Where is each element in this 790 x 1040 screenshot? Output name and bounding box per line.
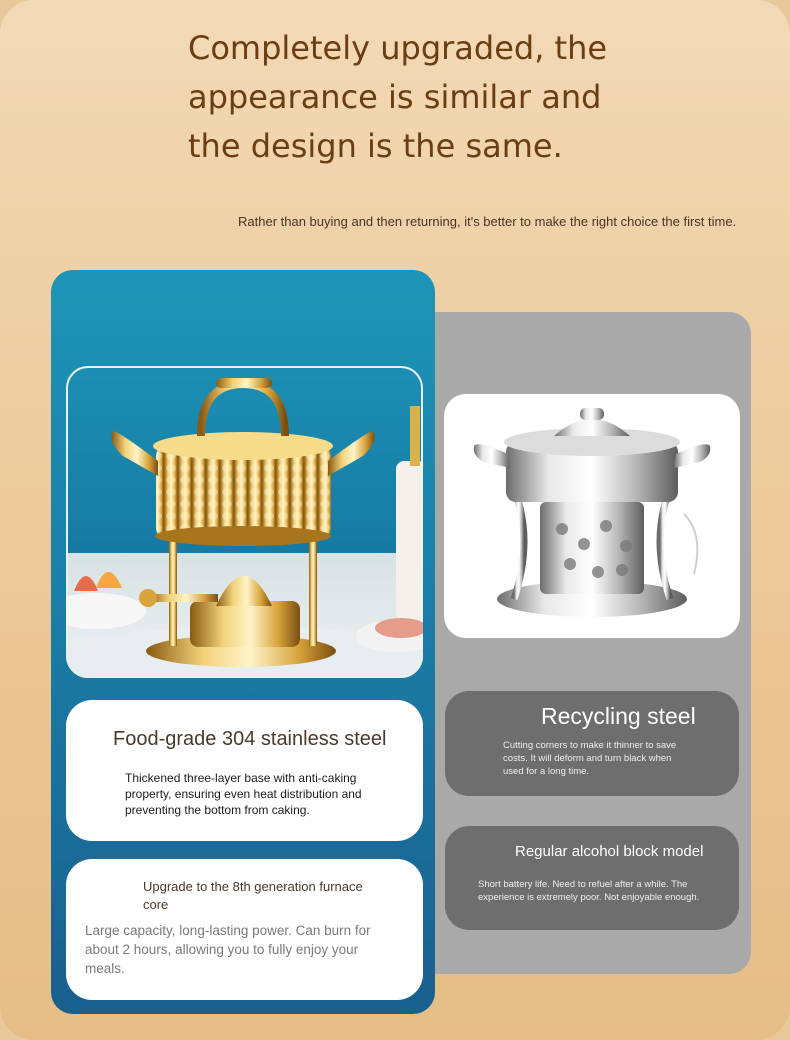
recycling-card xyxy=(445,691,739,796)
gold-hot-pot-image xyxy=(66,366,423,678)
gold-hot-pot-icon xyxy=(66,366,423,678)
recycling-description: Cutting corners to make it thinner to save costs. It will deform and turn black when used for a long time. xyxy=(503,740,677,777)
material-card xyxy=(66,700,423,841)
recycling-title: Recycling steel xyxy=(541,703,696,729)
page-subline: Rather than buying and then returning, it's better to make the right choice the first time. xyxy=(238,214,737,229)
alcohol-title: Regular alcohol block model xyxy=(515,843,704,860)
steel-hot-pot-image xyxy=(444,394,740,638)
furnace-title: Upgrade to the 8th generation furnace core xyxy=(143,879,363,912)
alcohol-card xyxy=(445,826,739,930)
page-headline: Completely upgraded, the appearance is similar and the design is the same. xyxy=(188,29,608,165)
furnace-description: Large capacity, long-lasting power. Can burn for about 2 hours, allowing you to fully enjoy your meals. xyxy=(85,923,371,976)
material-description: Thickened three-layer base with anti-caking property, ensuring even heat distribution and preventing the bottom from caking. xyxy=(125,771,362,817)
furnace-card xyxy=(66,859,423,1000)
material-title: Food-grade 304 stainless steel xyxy=(113,728,387,750)
steel-hot-pot-icon xyxy=(444,394,740,638)
alcohol-description: Short battery life. Need to refuel after a while. The experience is extremely poor. Not enjoyable enough. xyxy=(478,879,700,903)
